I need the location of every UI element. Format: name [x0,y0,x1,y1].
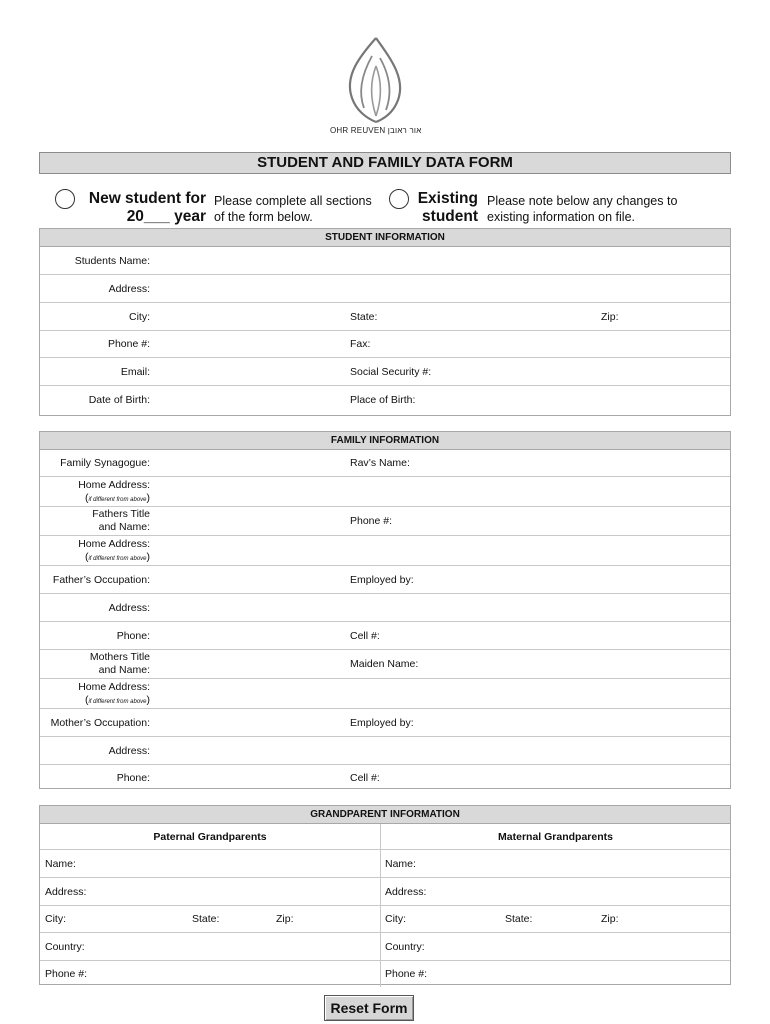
mothers-title-line1: Mothers Title [89,651,150,663]
existing-student-note-1: Please note below any changes to [487,194,678,208]
existing-student-line1: Existing [417,190,478,207]
mothers-title-label [90,651,150,677]
home-address-row-2[interactable] [40,536,730,566]
mothers-title-row[interactable] [40,650,730,679]
student-name-label: Students Name: [74,255,150,267]
father-work-address-row[interactable] [40,594,730,622]
student-address-label: Address: [108,283,150,295]
mothers-title-line2: and Name: [98,664,150,676]
home-address-row-1[interactable] [40,477,730,507]
family-synagogue-row[interactable] [40,450,730,477]
paternal-name-label: Name: [45,858,76,870]
new-student-radio[interactable] [55,189,75,209]
ohr-reuven-logo [330,36,426,140]
form-title: STUDENT AND FAMILY DATA FORM [39,152,731,174]
if-different-text-1: if different from above [88,497,147,503]
student-email-row[interactable] [40,358,730,386]
mother-work-phone-label: Phone: [116,772,150,784]
home-address-label-1 [78,479,150,507]
maternal-phone-label: Phone #: [385,968,428,980]
grandparent-information-heading: GRANDPARENT INFORMATION [40,806,730,824]
father-cell-label: Cell #: [350,630,380,642]
grandparents-address-row[interactable] [40,878,730,906]
grandparents-name-row[interactable] [40,850,730,878]
paternal-grandparents-heading: Paternal Grandparents [153,831,267,843]
paternal-phone-label: Phone #: [45,968,88,980]
maternal-country-label: Country: [385,941,425,953]
student-information-section [39,228,731,416]
student-pob-label: Place of Birth: [350,394,416,406]
mother-work-address-row[interactable] [40,737,730,765]
paternal-city-label: City: [45,913,66,925]
paternal-zip-label: Zip: [276,913,294,925]
father-work-phone-label: Phone: [116,630,150,642]
flame-icon [330,36,426,124]
fathers-occupation-label: Father’s Occupation: [52,574,150,586]
column-divider [380,906,381,932]
maiden-name-label: Maiden Name: [350,658,419,670]
grandparents-phone-row[interactable] [40,961,730,987]
family-synagogue-label: Family Synagogue: [60,457,150,469]
new-student-note [214,193,372,225]
column-divider [380,961,381,987]
fathers-title-label [92,508,150,534]
new-student-note-1: Please complete all sections [214,194,372,208]
mothers-occupation-row[interactable] [40,709,730,737]
new-student-note-2: of the form below. [214,210,313,224]
existing-student-note-2: existing information on file. [487,210,635,224]
student-email-label: Email: [120,366,150,378]
mother-cell-label: Cell #: [350,772,380,784]
reset-form-button[interactable]: Reset Form [324,995,414,1021]
student-dob-label: Date of Birth: [88,394,150,406]
student-ssn-label: Social Security #: [350,366,432,378]
home-address-text-2: Home Address: [78,538,150,550]
family-information-heading: FAMILY INFORMATION [40,432,730,450]
if-different-text-3: if different from above [88,699,147,705]
grandparents-country-row[interactable] [40,933,730,961]
fathers-title-line1: Fathers Title [92,508,150,520]
home-address-label-2 [78,538,150,566]
new-student-line1: New student for [88,190,206,207]
fathers-title-line2: and Name: [98,521,150,533]
maternal-zip-label: Zip: [601,913,619,925]
if-different-note-3: (if different from above) [84,694,150,706]
father-employed-by-label: Employed by: [350,574,414,586]
column-divider [380,933,381,960]
if-different-text-2: if different from above [88,556,147,562]
father-work-phone-row[interactable] [40,622,730,650]
mother-work-phone-row[interactable] [40,765,730,791]
maternal-grandparents-heading: Maternal Grandparents [498,831,613,843]
existing-student-note [487,193,677,225]
fathers-occupation-row[interactable] [40,566,730,594]
grandparents-subheader-row [40,824,730,850]
home-address-row-3[interactable] [40,679,730,709]
new-student-line2: 20___ year [126,208,206,225]
student-address-row[interactable] [40,275,730,303]
logo-text-he: אור ראובן [387,126,422,135]
mother-work-address-label: Address: [108,745,150,757]
new-student-label [76,190,206,226]
maternal-name-label: Name: [385,858,416,870]
home-address-text-1: Home Address: [78,479,150,491]
home-address-label-3 [78,681,150,709]
existing-student-radio[interactable] [389,189,409,209]
if-different-note-1: (if different from above) [84,492,150,504]
logo-text [330,126,426,135]
student-phone-label: Phone #: [107,338,150,350]
student-city-label: City: [129,311,150,323]
existing-student-label [412,190,478,226]
student-state-label: State: [350,311,378,323]
father-phone-label: Phone #: [350,515,393,527]
maternal-address-label: Address: [385,886,427,898]
existing-student-line2: student [422,208,478,225]
grandparents-city-row[interactable] [40,906,730,933]
paternal-state-label: State: [192,913,220,925]
mothers-occupation-label: Mother’s Occupation: [50,717,150,729]
column-divider [380,878,381,905]
mother-employed-by-label: Employed by: [350,717,414,729]
student-city-row[interactable] [40,303,730,331]
maternal-city-label: City: [385,913,406,925]
paternal-address-label: Address: [45,886,87,898]
fathers-title-row[interactable] [40,507,730,536]
student-fax-label: Fax: [350,338,371,350]
column-divider [380,850,381,877]
student-information-heading: STUDENT INFORMATION [40,229,730,247]
family-information-section [39,431,731,789]
grandparent-information-section [39,805,731,985]
student-zip-label: Zip: [601,311,619,323]
column-divider [380,824,381,850]
maternal-state-label: State: [505,913,533,925]
father-work-address-label: Address: [108,602,150,614]
paternal-country-label: Country: [45,941,85,953]
rav-name-label: Rav’s Name: [350,457,410,469]
student-dob-row[interactable] [40,386,730,414]
if-different-note-2: (if different from above) [84,551,150,563]
student-name-row[interactable] [40,247,730,275]
student-phone-row[interactable] [40,331,730,358]
home-address-text-3: Home Address: [78,681,150,693]
logo-text-en: OHR REUVEN [330,126,386,135]
